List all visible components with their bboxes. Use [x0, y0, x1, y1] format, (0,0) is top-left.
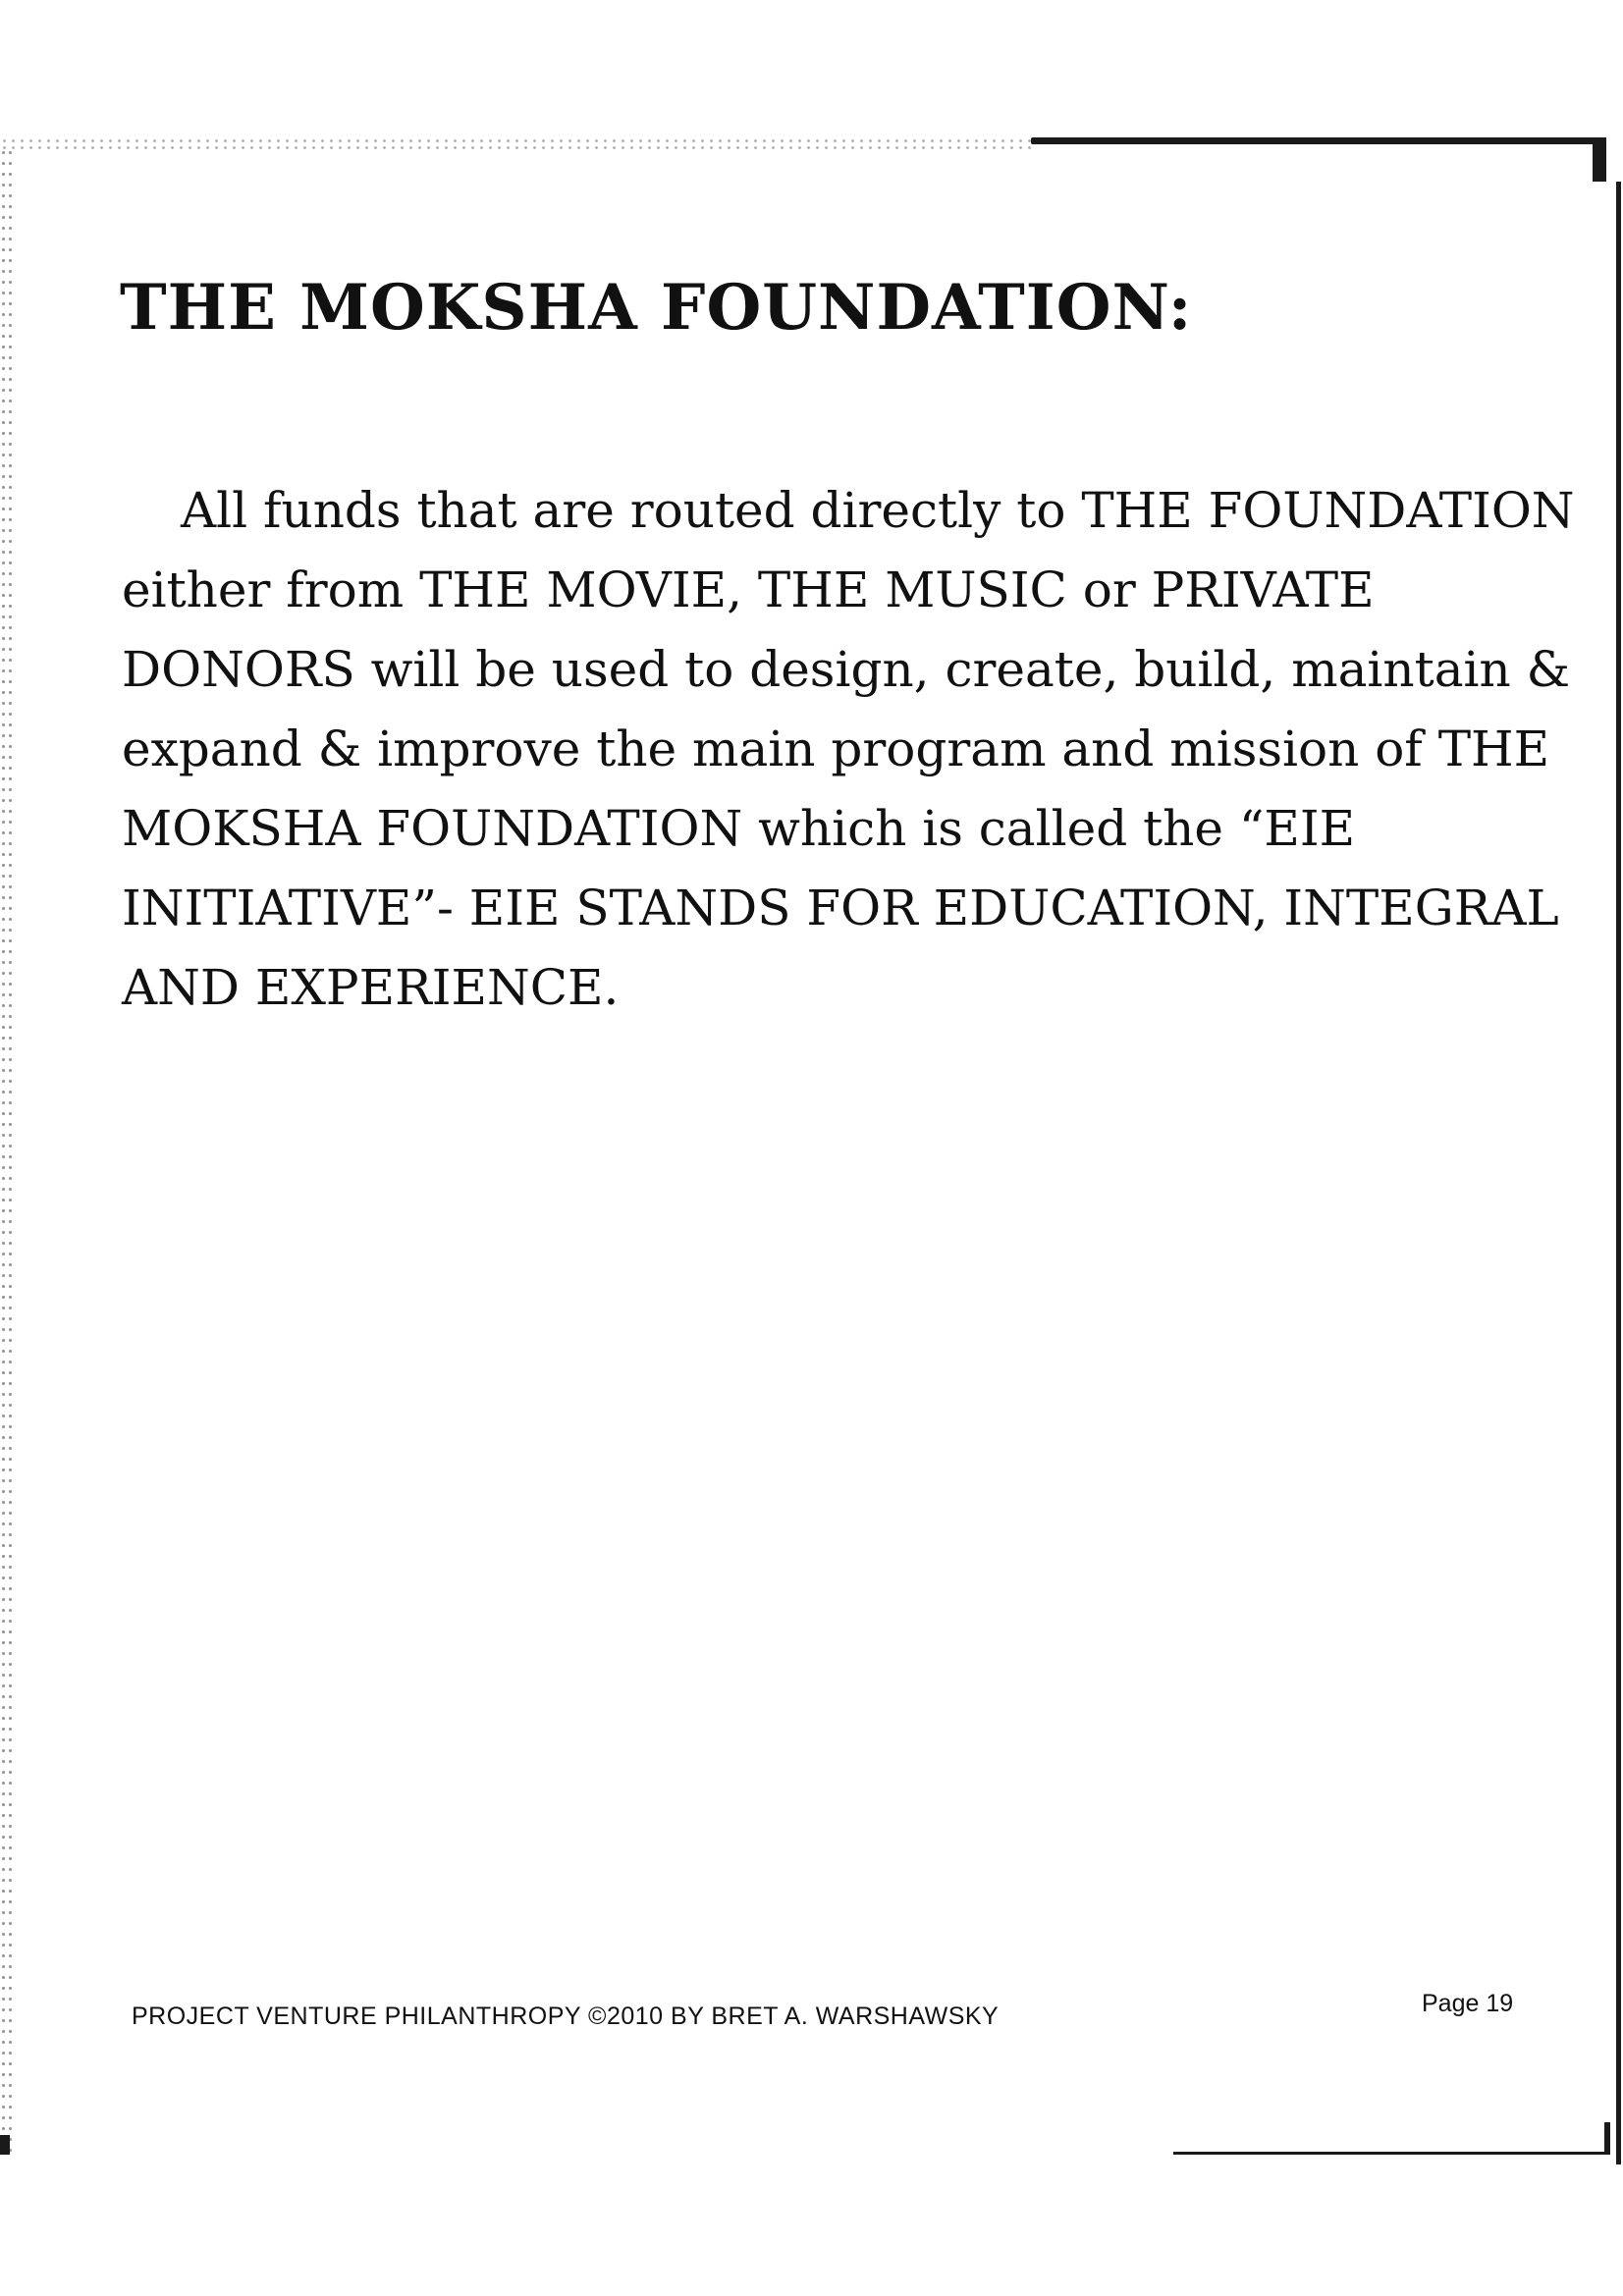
body-line: INITIATIVE”- EIE STANDS FOR EDUCATION, INTEGRAL [122, 880, 1559, 936]
body-line: All funds that are routed directly to THE FOUNDATION [181, 482, 1575, 539]
page-heading: THE MOKSHA FOUNDATION: [120, 271, 1193, 345]
body-line: expand & improve the main program and mission of THE [122, 721, 1550, 777]
scan-edge-top-speckle [0, 137, 1031, 151]
scan-edge-left-speckle [0, 147, 14, 2160]
body-paragraph [122, 471, 1575, 1028]
scan-corner-bottom-right [1604, 2122, 1610, 2155]
body-line: either from THE MOVIE, THE MUSIC or PRIVATE [122, 561, 1375, 618]
scan-corner-top-right [1593, 137, 1606, 182]
scan-corner-bottom-left [0, 2135, 10, 2155]
page-number: Page 19 [1422, 1990, 1514, 2017]
scan-edge-right-line [1616, 182, 1621, 2164]
scan-edge-top-line [1031, 137, 1605, 144]
body-line: MOKSHA FOUNDATION which is called the “EIE [122, 800, 1356, 857]
body-line: AND EXPERIENCE. [122, 959, 620, 1016]
footer-credit: PROJECT VENTURE PHILANTHROPY ©2010 BY BRET A. WARSHAWSKY [132, 2002, 1000, 2030]
body-line: DONORS will be used to design, create, build, maintain & [122, 641, 1571, 698]
scan-edge-bottom-line [1173, 2152, 1610, 2155]
